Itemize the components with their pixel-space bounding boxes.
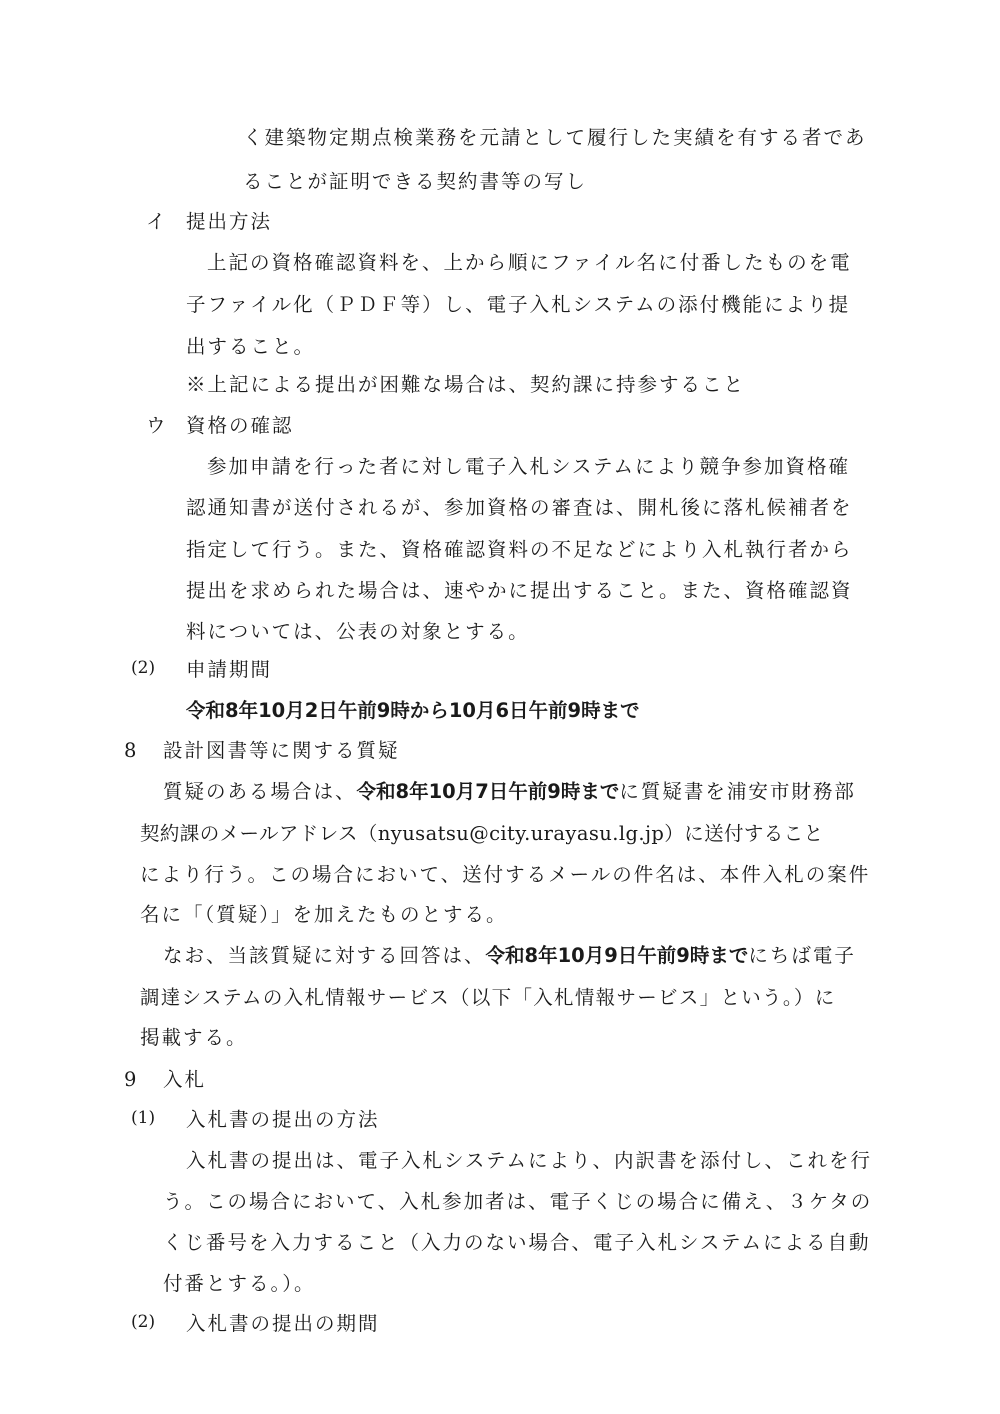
deadline-text: 令和8年10月7日午前9時まで <box>356 780 620 803</box>
section-heading: 設計図書等に関する質疑 <box>163 739 400 762</box>
item-marker: ウ <box>146 414 166 437</box>
text-run: にちば電子 <box>748 944 856 967</box>
paragraph-line: 入札書の提出は、電子入札システムにより、内訳書を添付し、これを行 <box>186 1149 873 1172</box>
paragraph-line: う。この場合において、入札参加者は、電子くじの場合に備え、３ケタの <box>163 1190 873 1213</box>
paragraph-line: 指定して行う。また、資格確認資料の不足などにより入札執行者から <box>186 538 853 561</box>
text-run: なお、当該質疑に対する回答は、 <box>163 944 486 967</box>
paragraph-line: 参加申請を行った者に対し電子入札システムにより競争参加資格確 <box>207 455 851 478</box>
paragraph-line: 付番とする。）。 <box>163 1272 316 1295</box>
paragraph-line <box>163 782 856 802</box>
paragraph-line: 認通知書が送付されるが、参加資格の審査は、開札後に落札候補者を <box>186 496 853 519</box>
paragraph-line: 名に「（質疑）」を加えたものとする。 <box>140 903 508 926</box>
section-heading: 申請期間 <box>186 658 273 681</box>
paragraph-line: くじ番号を入力すること（入力のない場合、電子入札システムによる自動 <box>163 1231 871 1254</box>
paragraph-line: 掲載する。 <box>140 1026 248 1049</box>
paragraph-line: により行う。この場合において、送付するメールの件名は、本件入札の案件 <box>140 863 871 886</box>
section-heading: 入札書の提出の期間 <box>186 1312 380 1335</box>
paragraph-line: ることが証明できる契約書等の写し <box>243 170 588 193</box>
item-marker: (2) <box>131 1312 156 1332</box>
application-period: 令和8年10月2日午前9時から10月6日午前9時まで <box>186 699 640 722</box>
paragraph-line: 料については、公表の対象とする。 <box>186 620 530 643</box>
paragraph-line: 子ファイル化（ＰＤＦ等）し、電子入札システムの添付機能により提 <box>186 293 851 316</box>
paragraph-line: 調達システムの入札情報サービス（以下「入札情報サービス」という。）に <box>140 986 836 1009</box>
text-run: に質疑書を浦安市財務部 <box>619 780 856 803</box>
paragraph-line: 出すること。 <box>186 335 316 358</box>
paragraph-line: 上記の資格確認資料を、上から順にファイル名に付番したものを電 <box>207 251 852 274</box>
paragraph-line: 提出を求められた場合は、速やかに提出すること。また、資格確認資 <box>186 579 853 602</box>
section-heading: 提出方法 <box>186 210 273 233</box>
paragraph-line: く建築物定期点検業務を元請として履行した実績を有する者であ <box>243 126 867 149</box>
text-run: 質疑のある場合は、 <box>163 780 357 803</box>
deadline-text: 令和8年10月9日午前9時まで <box>485 944 749 967</box>
paragraph-line <box>163 946 856 966</box>
section-heading: 資格の確認 <box>186 414 294 437</box>
note-line: ※上記による提出が困難な場合は、契約課に持参すること <box>186 373 746 396</box>
section-number: 9 <box>124 1068 137 1091</box>
section-number: 8 <box>124 739 137 762</box>
paragraph-line: 契約課のメールアドレス（nyusatsu@city.urayasu.lg.jp）に送付すること <box>140 822 824 845</box>
item-marker: (2) <box>131 658 156 678</box>
item-marker: (1) <box>131 1108 156 1128</box>
section-heading: 入札書の提出の方法 <box>186 1108 380 1131</box>
item-marker: イ <box>146 210 166 233</box>
section-heading: 入札 <box>163 1068 207 1091</box>
